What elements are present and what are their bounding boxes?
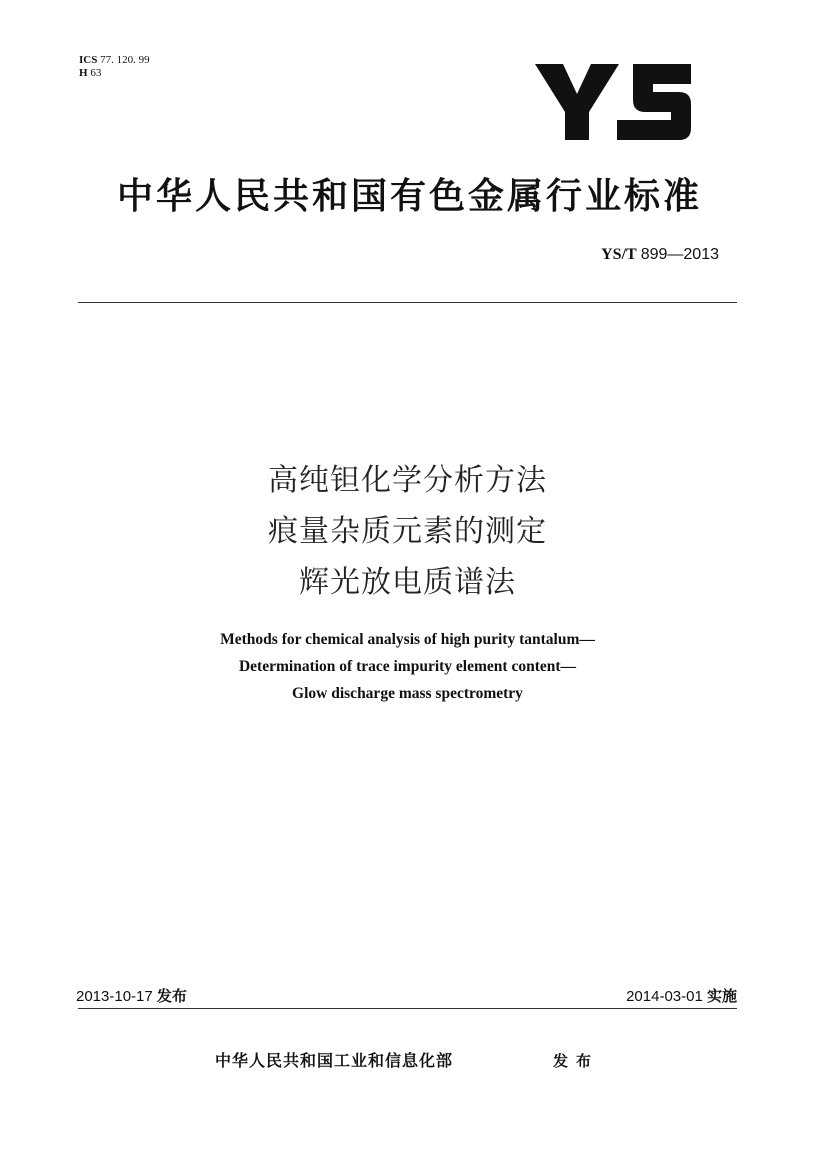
issue-label: 发布 [156,987,187,1005]
effective-date-block [626,985,737,1006]
title-zh-line3: 辉光放电质谱法 [299,565,516,600]
ys-logo [533,52,693,148]
title-en-line2: Determination of trace impurity element content— [238,658,577,675]
h-label: H [79,67,88,79]
title-en-line1: Methods for chemical analysis of high purity tantalum— [220,631,595,648]
ics-label: ICS [79,54,98,66]
bottom-divider [78,1008,737,1009]
ics-line [79,54,150,67]
ics-code: 77. 120. 99 [100,54,150,66]
title-zh-line1: 高纯钽化学分析方法 [268,463,547,498]
org-name: 中华人民共和国有色金属行业标准 [116,176,702,217]
publisher-name: 中华人民共和国工业和信息化部 [215,1051,454,1070]
standard-number [601,246,719,264]
issuing-standard-category [0,168,815,219]
h-code: 63 [90,67,102,79]
title-en-line3: Glow discharge mass spectrometry [292,685,523,702]
top-divider [78,302,737,303]
effective-date: 2014-03-01 [626,988,703,1005]
publish-label: 发布 [553,1052,600,1070]
standard-code: YS/T [601,246,637,263]
issue-date-block [76,985,187,1006]
effective-label: 实施 [706,987,737,1005]
h-line [79,67,150,80]
standard-year-number: 899—2013 [640,246,719,263]
title-zh-line2: 痕量杂质元素的测定 [268,514,547,549]
issue-date: 2013-10-17 [76,988,153,1005]
classification-block [79,54,150,80]
ys-logo-mark [535,64,691,140]
